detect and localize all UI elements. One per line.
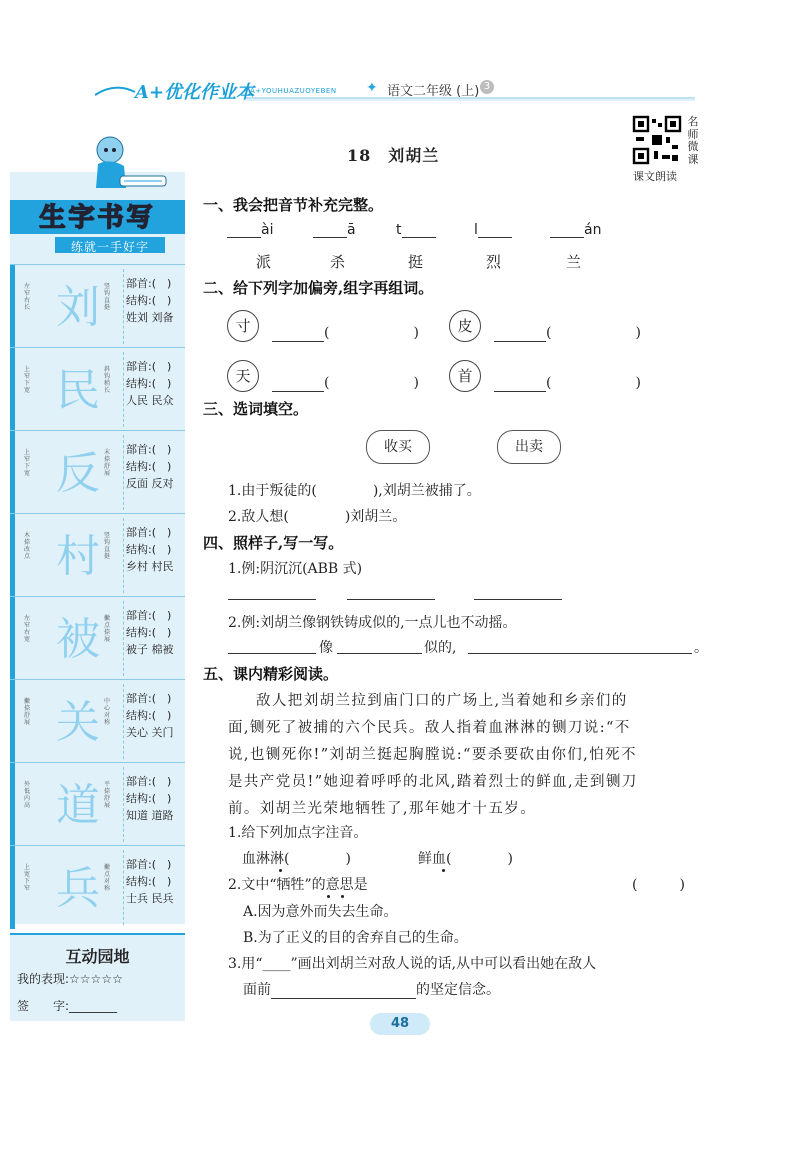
base-char-circle: 皮 — [449, 310, 481, 342]
pinyin-item — [396, 222, 436, 238]
practice-char: 兵 — [56, 863, 100, 914]
passage-line: 说,也铡死你!”刘胡兰挺起胸膛说:“要杀要砍由你们,怕死不 — [228, 747, 637, 763]
left-tip: 外低内高 — [24, 781, 31, 809]
pinyin-text: ài — [261, 222, 274, 238]
section-3-heading: 三、选词填空。 — [203, 400, 309, 418]
question-text: 面前 — [243, 982, 271, 998]
char-info — [126, 275, 174, 326]
section-4-heading: 四、照样子,写一写。 — [203, 534, 344, 552]
word-option: 出卖 — [497, 430, 561, 464]
structure-field[interactable]: 结构:( ) — [126, 377, 172, 390]
passage-line: 前。刘胡兰光荣地牺牲了,那年她才十五岁。 — [228, 801, 537, 817]
practice-char: 反 — [56, 448, 100, 499]
structure-field[interactable]: 结构:( ) — [126, 626, 172, 639]
volume-badge: 3 — [480, 80, 494, 94]
char-info — [126, 773, 174, 824]
char-info — [126, 441, 174, 492]
left-tip: 左窄右长 — [24, 283, 31, 311]
char-row — [10, 679, 185, 763]
radical-field[interactable]: 部首:( ) — [126, 692, 172, 705]
base-char-circle: 首 — [449, 360, 481, 392]
row-divider — [123, 850, 124, 925]
pinyin-blank[interactable] — [478, 223, 512, 238]
word-option: 收买 — [366, 430, 430, 464]
page-number: 48 — [370, 1013, 430, 1035]
grade-label: 语文二年级 (上) — [387, 84, 480, 99]
passage-line: 是共产党员!”她迎着呼呼的北风,踏着烈士的鲜血,走到铡刀 — [228, 774, 638, 790]
structure-field[interactable]: 结构:( ) — [126, 792, 172, 805]
radical-field[interactable]: 部首:( ) — [126, 526, 172, 539]
row-rail — [10, 431, 15, 514]
qr-caption: 课文朗读 — [633, 170, 677, 183]
char-row — [10, 845, 185, 929]
right-tip: 平捺舒展 — [104, 781, 111, 809]
passage-line: 面,铡死了被捕的六个民兵。敌人指着血淋淋的铡刀说:“不 — [228, 720, 631, 736]
qr-code-icon[interactable] — [632, 115, 682, 165]
pinyin-blank[interactable] — [227, 223, 261, 238]
emphasis-dot — [327, 895, 330, 898]
answer-line[interactable] — [347, 599, 435, 600]
left-tip: 撇捺舒展 — [24, 698, 31, 726]
qr-side-label: 名师微课 — [687, 115, 699, 166]
answer-line[interactable] — [271, 984, 416, 999]
example-words: 知道 道路 — [126, 809, 174, 822]
radical-field[interactable]: 部首:( ) — [126, 609, 172, 622]
star-icon: ✦ — [366, 80, 378, 96]
pinyin-text: ā — [347, 222, 356, 238]
char-row — [10, 513, 185, 597]
hanzi-char: 兰 — [566, 253, 582, 271]
row-divider — [123, 352, 124, 427]
row-divider — [123, 435, 124, 510]
structure-field[interactable]: 结构:( ) — [126, 294, 172, 307]
signature-field[interactable]: 签 字:________ — [17, 999, 118, 1013]
reading-question: 2.文中“牺牲”的意思是 — [228, 877, 368, 893]
mascot-icon — [80, 128, 170, 200]
answer-line[interactable] — [474, 599, 562, 600]
emphasis-dot — [341, 895, 344, 898]
char-info — [126, 607, 174, 658]
lesson-title: 18 刘胡兰 — [347, 146, 440, 165]
pinyin-text: án — [584, 222, 602, 238]
char-row — [10, 430, 185, 514]
reading-question — [243, 979, 500, 999]
row-divider — [123, 269, 124, 344]
fill-question[interactable]: 2.敌人想( )刘胡兰。 — [228, 509, 407, 525]
structure-field[interactable]: 结构:( ) — [126, 460, 172, 473]
pinyin-item — [313, 222, 356, 238]
pattern-word: 像 — [319, 640, 333, 656]
example-prompt: 1.例:阴沉沉(ABB 式) — [228, 561, 363, 577]
fill-question[interactable]: 1.由于叛徒的( ),刘胡兰被捕了。 — [228, 483, 481, 499]
hanzi-char: 烈 — [486, 253, 502, 271]
practice-char: 被 — [56, 614, 100, 665]
char-row — [10, 762, 185, 846]
row-rail — [10, 348, 15, 431]
phonetic-answer[interactable]: 鲜血( ) — [418, 851, 513, 867]
pinyin-blank[interactable] — [402, 223, 436, 238]
practice-char: 民 — [56, 365, 100, 416]
example-words: 反面 反对 — [126, 477, 174, 490]
char-info — [126, 358, 174, 409]
pinyin-blank[interactable] — [550, 223, 584, 238]
char-info — [126, 524, 174, 575]
left-tip: 左窄右宽 — [24, 615, 31, 643]
right-tip: 竖钩直挺 — [104, 283, 111, 311]
left-tip: 上窄下宽 — [24, 449, 31, 477]
structure-field[interactable]: 结构:( ) — [126, 543, 172, 556]
left-tip: 木捺改点 — [24, 532, 31, 560]
period-mark: 。 — [694, 640, 708, 656]
example-words: 乡村 村民 — [126, 560, 174, 573]
right-tip: 中心对称 — [104, 698, 111, 726]
radical-field[interactable]: 部首:( ) — [126, 443, 172, 456]
example-words: 姓刘 刘备 — [126, 311, 174, 324]
right-tip: 撇点捺展 — [104, 615, 111, 643]
passage-line: 敌人把刘胡兰拉到庙门口的广场上,当着她和乡亲们的 — [256, 693, 628, 709]
practice-char: 刘 — [56, 282, 100, 333]
radical-field[interactable]: 部首:( ) — [126, 360, 172, 373]
row-divider — [123, 684, 124, 759]
char-row — [10, 347, 185, 431]
question-text: 的坚定信念。 — [416, 982, 500, 998]
answer-line[interactable]: ( ) — [272, 372, 419, 392]
row-divider — [123, 767, 124, 842]
example-prompt: 2.例:刘胡兰像钢铁铸成似的,一点儿也不动摇。 — [228, 615, 517, 631]
performance-rating[interactable]: 我的表现:☆☆☆☆☆ — [17, 972, 123, 986]
structure-field[interactable]: 结构:( ) — [126, 709, 172, 722]
left-tip: 上窄下宽 — [24, 366, 31, 394]
phonetic-answer[interactable]: 血淋淋( ) — [242, 851, 351, 867]
interaction-title: 互动园地 — [65, 947, 130, 966]
pinyin-item — [474, 222, 512, 238]
emphasis-dot — [442, 869, 445, 872]
base-char-circle: 寸 — [227, 310, 259, 342]
char-row — [10, 264, 185, 348]
base-char-circle: 天 — [227, 360, 259, 392]
row-divider — [123, 518, 124, 593]
row-rail — [10, 680, 15, 763]
structure-field[interactable]: 结构:( ) — [126, 875, 172, 888]
answer-line[interactable] — [468, 653, 692, 654]
pattern-word: 似的, — [424, 640, 457, 656]
sidebar-subtitle: 练就一手好字 — [70, 240, 149, 254]
char-info — [126, 856, 174, 907]
row-rail — [10, 514, 15, 597]
hanzi-char: 挺 — [408, 253, 424, 271]
choice-option[interactable]: B.为了正义的目的舍弃自己的生命。 — [243, 930, 468, 946]
reading-question: 1.给下列加点字注音。 — [228, 825, 368, 841]
sidebar-title: 生字书写 — [39, 203, 156, 233]
answer-line[interactable] — [228, 653, 316, 654]
right-tip: 撇点对称 — [104, 864, 111, 892]
char-row — [10, 596, 185, 680]
example-words: 关心 关门 — [126, 726, 174, 739]
left-tip: 上宽下窄 — [24, 864, 31, 892]
example-words: 士兵 民兵 — [126, 892, 174, 905]
section-1-heading: 一、我会把音节补充完整。 — [203, 196, 384, 214]
right-tip: 斜钩稍长 — [104, 366, 111, 394]
emphasis-dot — [279, 869, 282, 872]
hanzi-char: 杀 — [330, 253, 346, 271]
reading-question: 3.用“____”画出刘胡兰对敌人说的话,从中可以看出她在敌人 — [228, 956, 597, 972]
right-tip: 末捺舒展 — [104, 449, 111, 477]
pinyin-blank[interactable] — [313, 223, 347, 238]
row-rail — [10, 597, 15, 680]
section-5-heading: 五、课内精彩阅读。 — [203, 665, 339, 683]
pinyin-text: t — [396, 222, 402, 238]
example-words: 被子 棉被 — [126, 643, 174, 656]
example-words: 人民 民众 — [126, 394, 174, 407]
choice-option[interactable]: A.因为意外而失去生命。 — [243, 904, 398, 920]
section-2-heading: 二、给下列字加偏旁,组字再组词。 — [203, 279, 434, 297]
radical-field[interactable]: 部首:( ) — [126, 775, 172, 788]
answer-line[interactable] — [228, 599, 316, 600]
right-tip: 竖钩直挺 — [104, 532, 111, 560]
row-divider — [123, 601, 124, 676]
practice-char: 关 — [56, 697, 100, 748]
pinyin-item — [227, 222, 273, 238]
row-rail — [10, 763, 15, 846]
pinyin-item — [550, 222, 601, 238]
practice-char: 村 — [56, 531, 100, 582]
choice-paren[interactable]: ( ) — [632, 877, 685, 893]
answer-line[interactable]: ( ) — [494, 322, 641, 342]
brand-logo: A+优化作业本 — [135, 82, 255, 103]
hanzi-char: 派 — [256, 253, 272, 271]
row-rail — [10, 265, 15, 348]
practice-char: 道 — [56, 780, 100, 831]
radical-field[interactable]: 部首:( ) — [126, 277, 172, 290]
answer-line[interactable]: ( ) — [494, 372, 641, 392]
radical-field[interactable]: 部首:( ) — [126, 858, 172, 871]
answer-line[interactable]: ( ) — [272, 322, 419, 342]
answer-line[interactable] — [337, 653, 422, 654]
char-info — [126, 690, 174, 741]
row-rail — [10, 846, 15, 929]
brand-subtitle: A+YOUHUAZUOYEBEN — [250, 87, 337, 95]
pinyin-text: l — [474, 222, 478, 238]
